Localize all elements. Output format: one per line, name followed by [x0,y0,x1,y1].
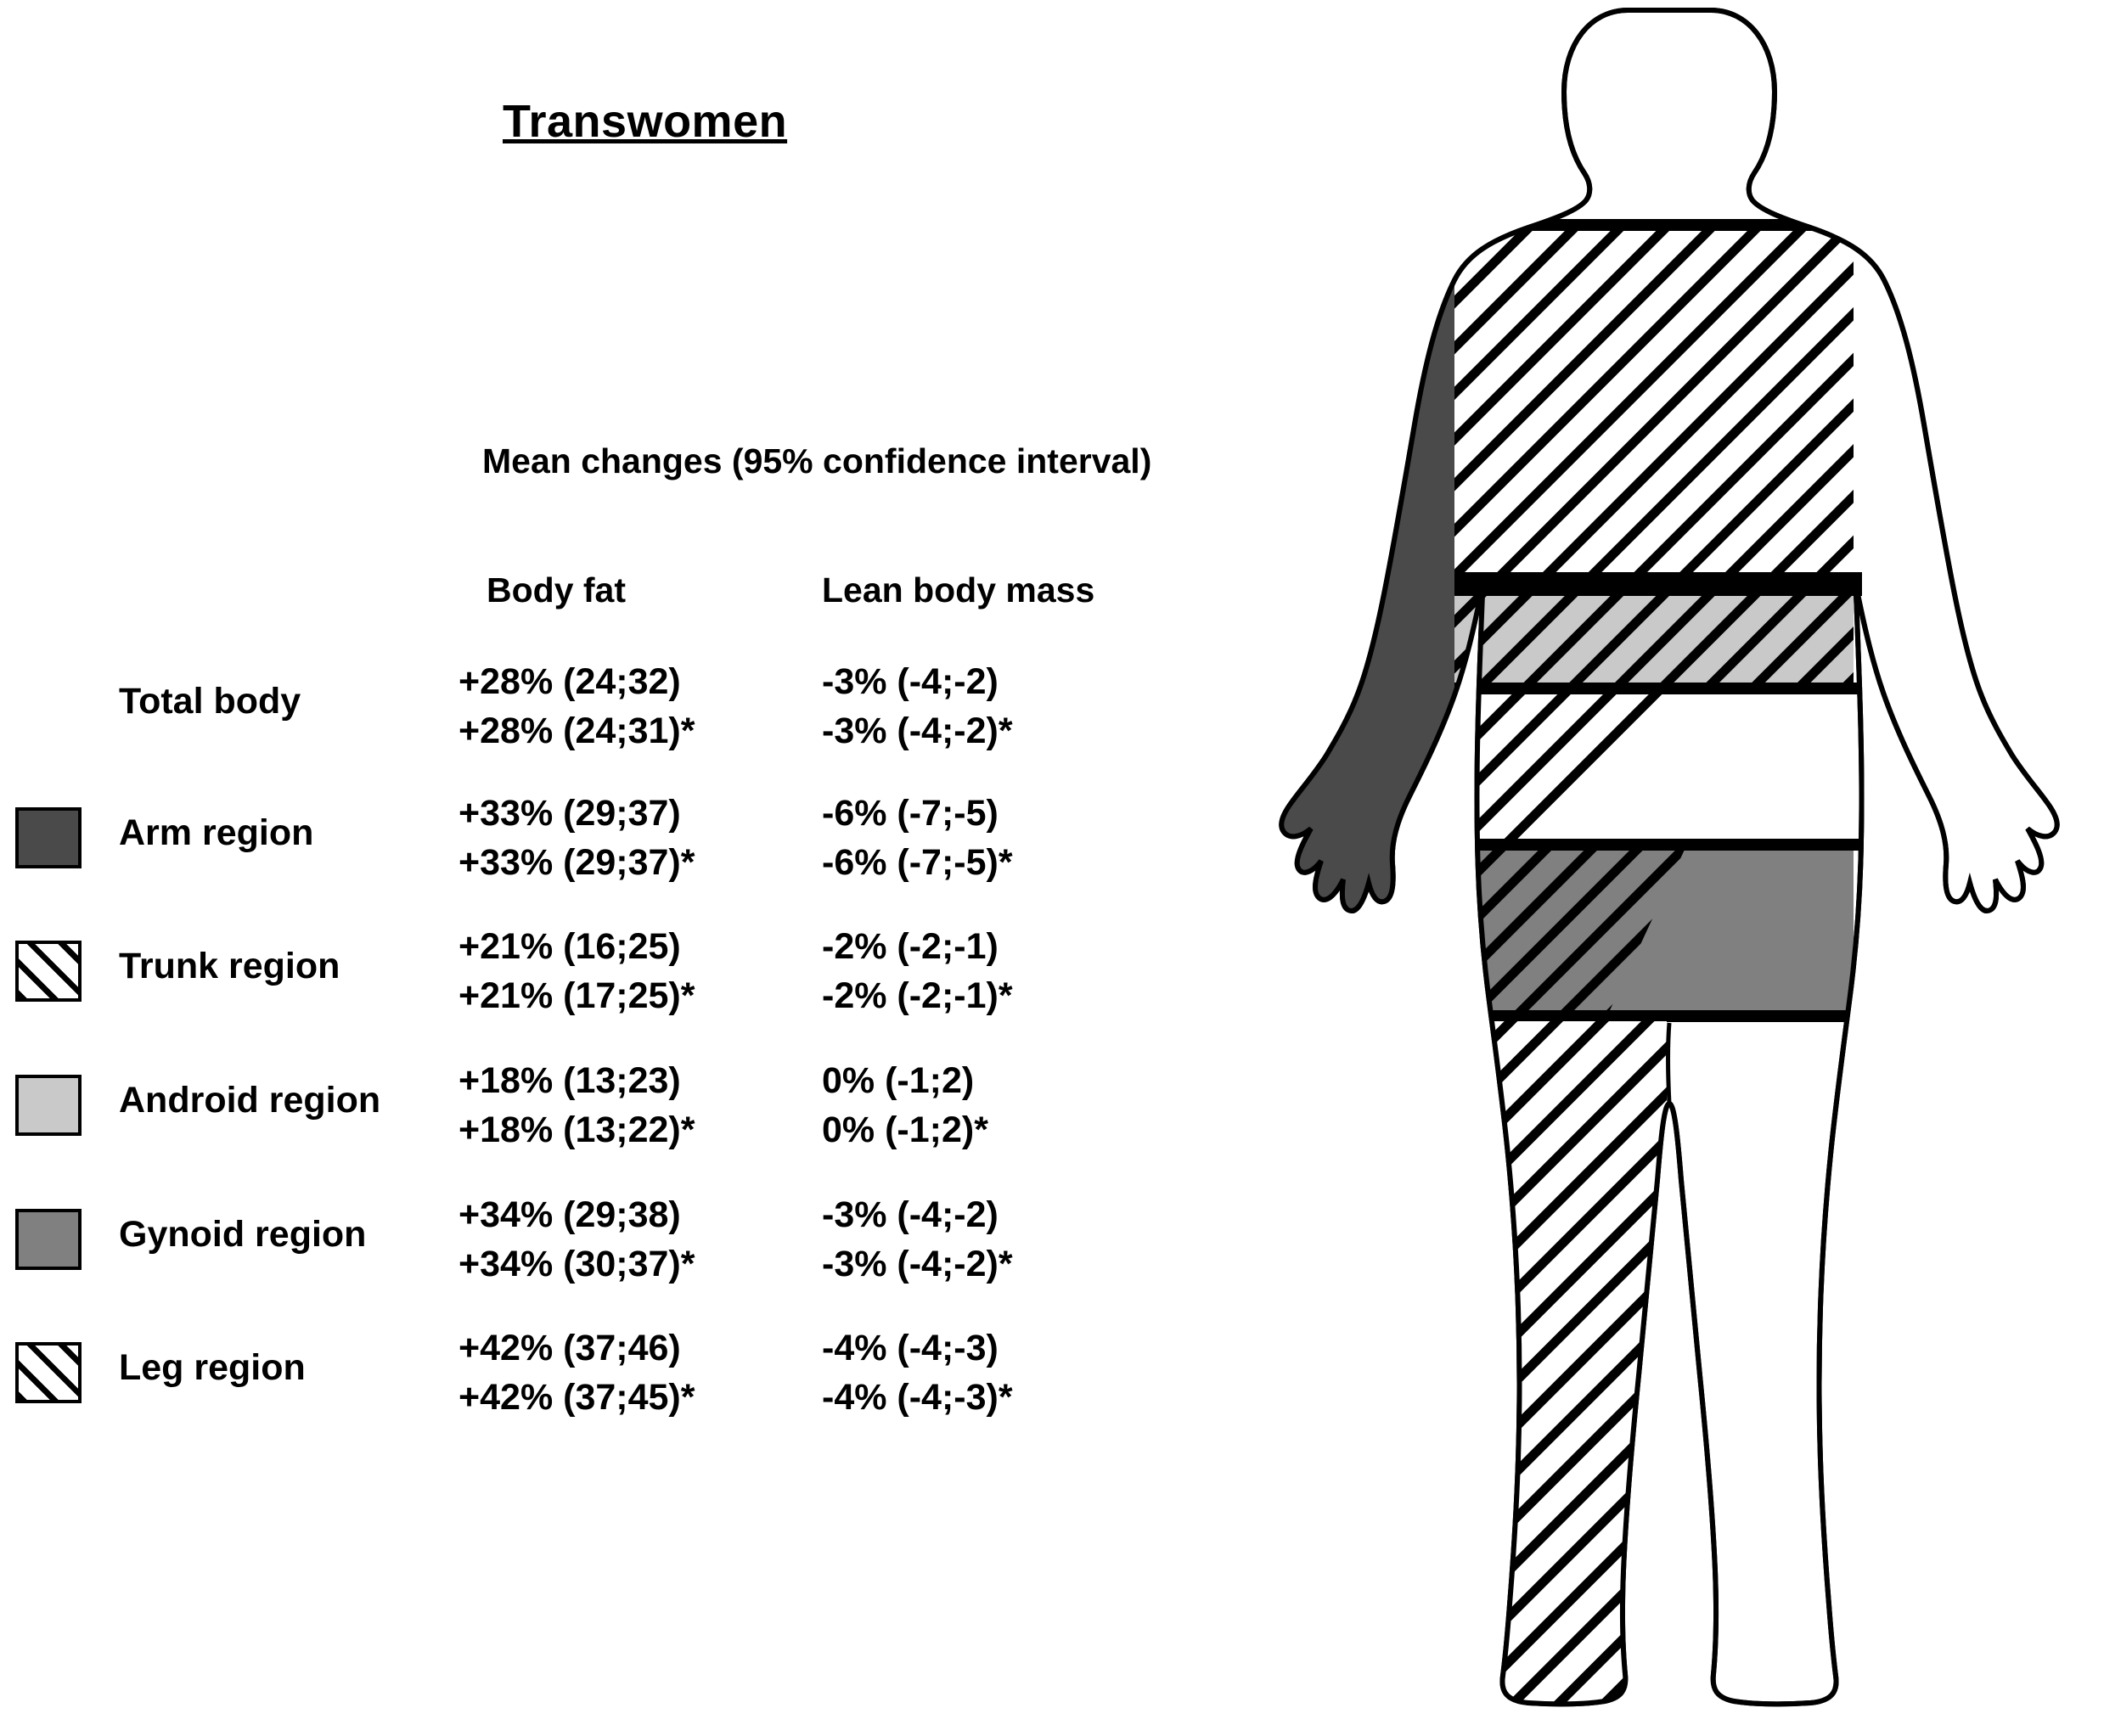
value-line-1: -2% (-2;-1) [822,926,999,967]
value-line-1: +18% (13;23) [458,1060,681,1101]
value-line-1: -6% (-7;-5) [822,793,999,834]
legend-swatch-arm-region [15,807,82,868]
mean-changes-header: Mean changes (95% confidence interval) [482,441,1152,480]
value-lean-mass-arm-region [822,789,1013,887]
value-line-2: +28% (24;31)* [458,711,695,751]
value-body-fat-leg-region [458,1323,695,1422]
value-body-fat-arm-region [458,789,695,887]
legend-label-trunk-region: Trunk region [119,946,340,986]
legend-label-android-region: Android region [119,1080,381,1121]
value-line-2: +42% (37;45)* [458,1377,695,1418]
value-line-2: +21% (17;25)* [458,975,695,1016]
legend-row-gynoid-region [0,1194,1274,1306]
value-line-1: +21% (16;25) [458,926,681,967]
column-header-body-fat: Body fat [487,570,626,610]
value-lean-mass-leg-region [822,1323,1013,1422]
value-line-2: -2% (-2;-1)* [822,975,1013,1016]
value-line-2: -4% (-4;-3)* [822,1377,1013,1418]
value-line-2: +18% (13;22)* [458,1110,695,1150]
page-title: Transwomen [503,96,788,147]
value-line-1: -3% (-4;-2) [822,1194,999,1235]
legend-label-arm-region: Arm region [119,812,314,853]
legend-label-total-body: Total body [119,681,301,722]
region-android [1443,584,1868,694]
value-line-1: +33% (29;37) [458,793,681,834]
value-line-1: 0% (-1;2) [822,1060,975,1101]
value-line-2: -6% (-7;-5)* [822,842,1013,883]
legend-swatch-gynoid-region [15,1209,82,1270]
value-lean-mass-trunk-region [822,922,1013,1020]
value-line-1: -3% (-4;-2) [822,661,999,702]
value-body-fat-trunk-region [458,922,695,1020]
value-line-2: +33% (29;37)* [458,842,695,883]
legend-swatch-android-region [15,1075,82,1136]
column-header-lean-body-mass: Lean body mass [822,570,1095,610]
legend-row-total-body [0,661,1274,772]
value-body-fat-total-body [458,657,695,756]
legend-label-leg-region: Leg region [119,1347,306,1388]
legend-swatch-leg-region [15,1342,82,1403]
region-leg [1443,1021,1681,1732]
value-line-1: +42% (37;46) [458,1328,681,1368]
region-gynoid [1443,839,1868,1025]
legend-label-gynoid-region: Gynoid region [119,1214,367,1255]
value-body-fat-gynoid-region [458,1190,695,1289]
body-figure [1248,0,2104,1732]
value-lean-mass-gynoid-region [822,1190,1013,1289]
value-line-2: 0% (-1;2)* [822,1110,988,1150]
region-trunk [1443,212,1868,594]
legend-row-android-region [0,1060,1274,1171]
value-line-2: -3% (-4;-2)* [822,711,1013,751]
value-lean-mass-android-region [822,1056,988,1155]
value-line-1: +34% (29;38) [458,1194,681,1235]
legend-row-arm-region [0,793,1274,904]
value-lean-mass-total-body [822,657,1013,756]
legend-swatch-trunk-region [15,941,82,1002]
value-line-2: -3% (-4;-2)* [822,1244,1013,1284]
value-line-2: +34% (30;37)* [458,1244,695,1284]
value-line-1: -4% (-4;-3) [822,1328,999,1368]
legend-row-leg-region [0,1328,1274,1439]
legend-row-trunk-region [0,926,1274,1037]
value-line-1: +28% (24;32) [458,661,681,702]
value-body-fat-android-region [458,1056,695,1155]
